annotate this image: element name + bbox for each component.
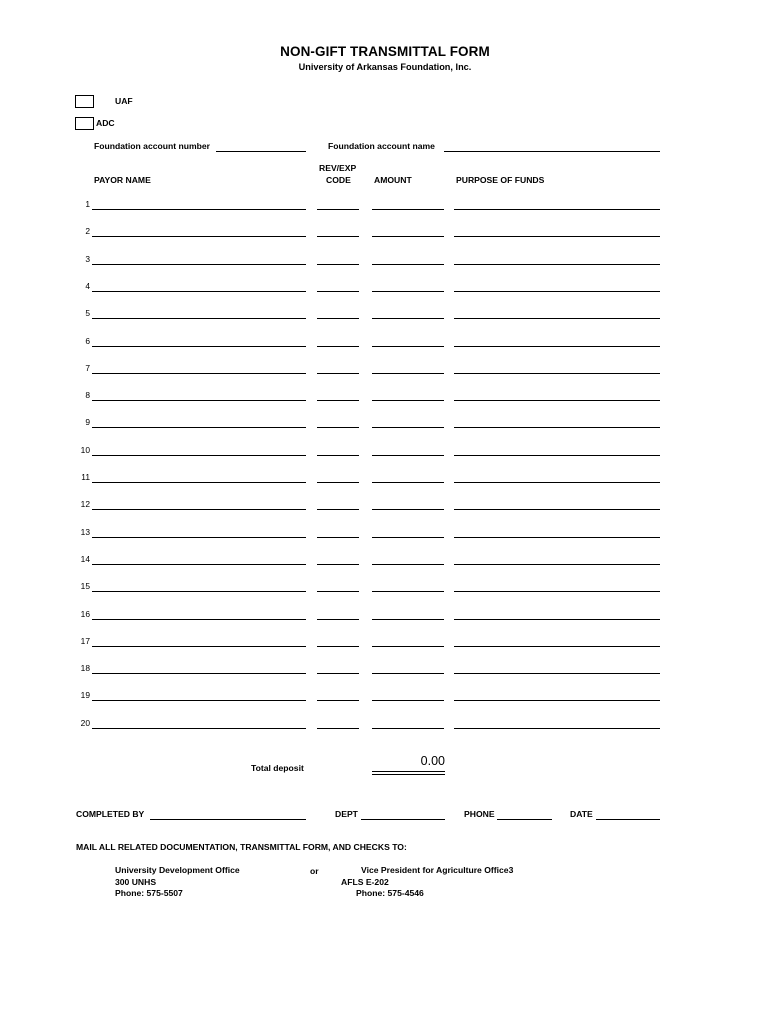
dept-field[interactable] bbox=[361, 819, 445, 820]
amount-field[interactable] bbox=[372, 619, 444, 620]
amount-field[interactable] bbox=[372, 373, 444, 374]
rev-exp-code-field[interactable] bbox=[317, 673, 359, 674]
rev-exp-code-field[interactable] bbox=[317, 346, 359, 347]
payor-name-field[interactable] bbox=[92, 236, 306, 237]
row-number: 6 bbox=[85, 336, 90, 346]
total-underline-2 bbox=[372, 774, 445, 775]
form-subtitle: University of Arkansas Foundation, Inc. bbox=[298, 62, 472, 72]
office2-address bbox=[341, 865, 514, 900]
payor-name-field[interactable] bbox=[92, 700, 306, 701]
purpose-field[interactable] bbox=[454, 318, 660, 319]
account-name-label: Foundation account name bbox=[328, 141, 435, 151]
rev-exp-code-field[interactable] bbox=[317, 427, 359, 428]
purpose-field[interactable] bbox=[454, 591, 660, 592]
purpose-field[interactable] bbox=[454, 373, 660, 374]
amount-field[interactable] bbox=[372, 455, 444, 456]
purpose-field[interactable] bbox=[454, 537, 660, 538]
amount-field[interactable] bbox=[372, 509, 444, 510]
phone-label: PHONE bbox=[464, 809, 495, 819]
completed-by-field[interactable] bbox=[150, 819, 306, 820]
purpose-field[interactable] bbox=[454, 700, 660, 701]
amount-field[interactable] bbox=[372, 400, 444, 401]
payor-name-field[interactable] bbox=[92, 591, 306, 592]
amount-header: AMOUNT bbox=[374, 175, 412, 185]
payor-name-field[interactable] bbox=[92, 455, 306, 456]
amount-field[interactable] bbox=[372, 346, 444, 347]
office1-address bbox=[115, 865, 240, 900]
office2-name: Vice President for Agriculture Office3 bbox=[361, 865, 514, 875]
row-number: 2 bbox=[85, 226, 90, 236]
phone-field[interactable] bbox=[497, 819, 552, 820]
rev-exp-code-field[interactable] bbox=[317, 482, 359, 483]
office1-name: University Development Office bbox=[115, 865, 240, 875]
or-separator: or bbox=[310, 866, 319, 876]
payor-name-field[interactable] bbox=[92, 291, 306, 292]
rev-exp-code-field[interactable] bbox=[317, 619, 359, 620]
rev-exp-code-field[interactable] bbox=[317, 373, 359, 374]
payor-name-field[interactable] bbox=[92, 373, 306, 374]
row-number: 20 bbox=[80, 718, 90, 728]
row-number: 19 bbox=[80, 690, 90, 700]
purpose-field[interactable] bbox=[454, 619, 660, 620]
amount-field[interactable] bbox=[372, 318, 444, 319]
payor-name-field[interactable] bbox=[92, 619, 306, 620]
purpose-field[interactable] bbox=[454, 482, 660, 483]
rev-exp-code-field[interactable] bbox=[317, 400, 359, 401]
rev-exp-code-field[interactable] bbox=[317, 509, 359, 510]
adc-label: ADC bbox=[96, 118, 115, 128]
form-title: NON-GIFT TRANSMITTAL FORM bbox=[280, 44, 490, 59]
payor-name-field[interactable] bbox=[92, 509, 306, 510]
payor-name-field[interactable] bbox=[92, 400, 306, 401]
payor-name-field[interactable] bbox=[92, 264, 306, 265]
row-number: 4 bbox=[85, 281, 90, 291]
payor-name-field[interactable] bbox=[92, 482, 306, 483]
amount-field[interactable] bbox=[372, 673, 444, 674]
row-number: 15 bbox=[80, 581, 90, 591]
purpose-field[interactable] bbox=[454, 427, 660, 428]
total-underline-1 bbox=[372, 771, 445, 772]
purpose-field[interactable] bbox=[454, 264, 660, 265]
completed-by-label: COMPLETED BY bbox=[76, 809, 145, 819]
row-number: 18 bbox=[80, 663, 90, 673]
row-number: 9 bbox=[85, 417, 90, 427]
row-number: 10 bbox=[80, 445, 90, 455]
purpose-field[interactable] bbox=[454, 291, 660, 292]
amount-field[interactable] bbox=[372, 564, 444, 565]
office1-phone: Phone: 575-5507 bbox=[115, 888, 183, 898]
code-header: CODE bbox=[326, 175, 351, 185]
payor-name-field[interactable] bbox=[92, 728, 306, 729]
purpose-field[interactable] bbox=[454, 346, 660, 347]
purpose-header: PURPOSE OF FUNDS bbox=[456, 175, 545, 185]
purpose-field[interactable] bbox=[454, 455, 660, 456]
amount-field[interactable] bbox=[372, 291, 444, 292]
purpose-field[interactable] bbox=[454, 509, 660, 510]
row-number: 5 bbox=[85, 308, 90, 318]
row-number: 11 bbox=[81, 472, 90, 482]
rev-exp-header: REV/EXP bbox=[319, 163, 357, 173]
amount-field[interactable] bbox=[372, 700, 444, 701]
payor-name-field[interactable] bbox=[92, 427, 306, 428]
row-number: 17 bbox=[80, 636, 90, 646]
rev-exp-code-field[interactable] bbox=[317, 318, 359, 319]
payor-name-field[interactable] bbox=[92, 209, 306, 210]
payor-name-field[interactable] bbox=[92, 346, 306, 347]
row-number: 16 bbox=[80, 609, 90, 619]
rev-exp-code-field[interactable] bbox=[317, 591, 359, 592]
amount-field[interactable] bbox=[372, 427, 444, 428]
rev-exp-code-field[interactable] bbox=[317, 291, 359, 292]
row-number: 7 bbox=[85, 363, 90, 373]
total-deposit-label: Total deposit bbox=[251, 763, 304, 773]
rev-exp-code-field[interactable] bbox=[317, 700, 359, 701]
purpose-field[interactable] bbox=[454, 728, 660, 729]
rev-exp-code-field[interactable] bbox=[317, 646, 359, 647]
office2-phone: Phone: 575-4546 bbox=[356, 888, 424, 898]
payor-name-header: PAYOR NAME bbox=[94, 175, 151, 185]
dept-label: DEPT bbox=[335, 809, 358, 819]
date-label: DATE bbox=[570, 809, 593, 819]
total-deposit-value: 0.00 bbox=[420, 754, 445, 768]
purpose-field[interactable] bbox=[454, 209, 660, 210]
office1-location: 300 UNHS bbox=[115, 876, 157, 887]
amount-field[interactable] bbox=[372, 236, 444, 237]
row-number: 14 bbox=[80, 554, 90, 564]
purpose-field[interactable] bbox=[454, 673, 660, 674]
row-number: 12 bbox=[80, 499, 90, 509]
amount-field[interactable] bbox=[372, 728, 444, 729]
office2-location: AFLS E-202 bbox=[341, 876, 389, 887]
amount-field[interactable] bbox=[372, 537, 444, 538]
rev-exp-code-field[interactable] bbox=[317, 728, 359, 729]
rev-exp-code-field[interactable] bbox=[317, 236, 359, 237]
account-number-label: Foundation account number bbox=[94, 141, 211, 151]
payor-name-field[interactable] bbox=[92, 537, 306, 538]
payor-name-field[interactable] bbox=[92, 646, 306, 647]
rev-exp-code-field[interactable] bbox=[317, 264, 359, 265]
amount-field[interactable] bbox=[372, 482, 444, 483]
rev-exp-code-field[interactable] bbox=[317, 455, 359, 456]
payor-name-field[interactable] bbox=[92, 564, 306, 565]
amount-field[interactable] bbox=[372, 591, 444, 592]
payor-name-field[interactable] bbox=[92, 673, 306, 674]
row-number: 8 bbox=[85, 390, 90, 400]
rev-exp-code-field[interactable] bbox=[317, 209, 359, 210]
amount-field[interactable] bbox=[372, 264, 444, 265]
purpose-field[interactable] bbox=[454, 646, 660, 647]
row-number: 1 bbox=[85, 199, 90, 209]
amount-field[interactable] bbox=[372, 209, 444, 210]
purpose-field[interactable] bbox=[454, 564, 660, 565]
mail-instruction: MAIL ALL RELATED DOCUMENTATION, TRANSMITTAL FORM, AND CHECKS TO: bbox=[76, 842, 407, 852]
payor-name-field[interactable] bbox=[92, 318, 306, 319]
row-number: 13 bbox=[80, 527, 90, 537]
purpose-field[interactable] bbox=[454, 400, 660, 401]
row-number: 3 bbox=[85, 254, 90, 264]
amount-field[interactable] bbox=[372, 646, 444, 647]
date-field[interactable] bbox=[596, 819, 660, 820]
rev-exp-code-field[interactable] bbox=[317, 564, 359, 565]
rev-exp-code-field[interactable] bbox=[317, 537, 359, 538]
purpose-field[interactable] bbox=[454, 236, 660, 237]
uaf-label: UAF bbox=[115, 96, 133, 106]
